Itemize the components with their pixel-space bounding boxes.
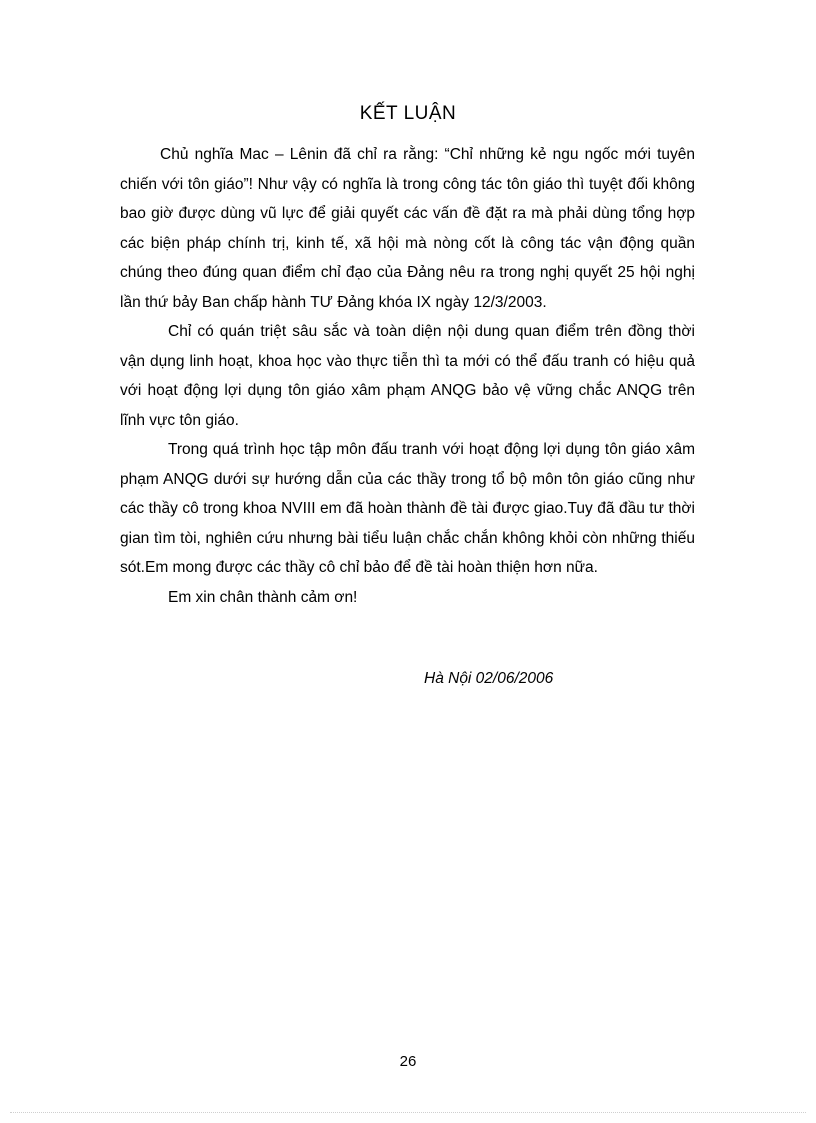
body-text (120, 140, 695, 612)
page-title: KẾT LUẬN (359, 103, 457, 124)
paragraph-understanding: Chỉ có quán triệt sâu sắc và toàn diện nội dung quan điểm trên đồng thời vận dụng linh hoạt, khoa học vào thực tiễn thì ta mới có thể đấu tranh có hiệu quả với hoạt động lợi dụng tôn giáo xâm phạm ANQG bảo vệ vững chắc ANQG trên lĩnh vực tôn giáo. (120, 323, 695, 429)
paragraph-study-process: Trong quá trình học tập môn đấu tranh với hoạt động lợi dụng tôn giáo xâm phạm ANQG dưới sự hướng dẫn của các thầy trong tổ bộ môn tôn giáo cũng như các thầy cô trong khoa NVIII em đã hoàn thành đề tài được giao.Tuy đã đầu tư thời gian tìm tòi, nghiên cứu nhưng bài tiểu luận chắc chắn không khỏi còn những thiếu sót.Em mong được các thầy cô chỉ bảo để đề tài hoàn thiện hơn nữa. (120, 441, 695, 576)
page-number: 26 (399, 1053, 417, 1070)
date-signature: Hà Nội 02/06/2006 (424, 670, 554, 687)
page-bottom-divider (10, 1112, 806, 1113)
paragraph-intro: Chủ nghĩa Mac – Lênin đã chỉ ra rằng: “Chỉ những kẻ ngu ngốc mới tuyên chiến với tôn giáo”! Như vậy có nghĩa là trong công tác tôn giáo thì tuyệt đối không bao giờ được dùng vũ lực để giải quyết các vấn đề đặt ra mà phải dùng tổng hợp các biện pháp chính trị, kinh tế, xã hội mà nòng cốt là công tác vận động quần chúng theo đúng quan điểm chỉ đạo của Đảng nêu ra trong nghị quyết 25 hội nghị lần thứ bảy Ban chấp hành TƯ Đảng khóa IX ngày 12/3/2003. (120, 146, 695, 311)
paragraph-thanks: Em xin chân thành cảm ơn! (168, 588, 358, 606)
